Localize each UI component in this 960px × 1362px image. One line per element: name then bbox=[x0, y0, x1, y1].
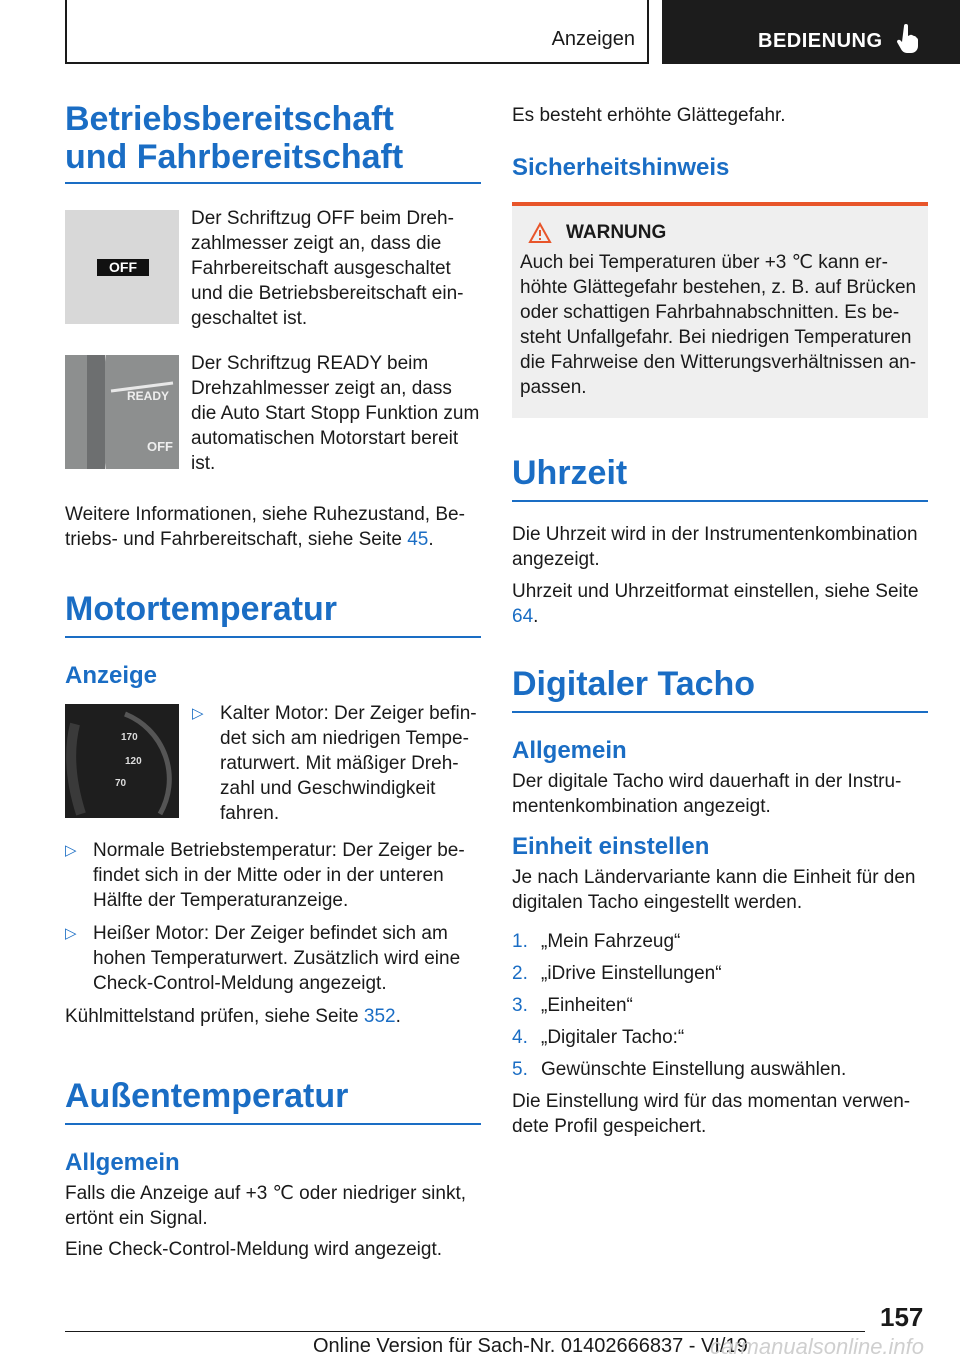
coolant-text: Kühlmittelstand prüfen, siehe Seite bbox=[65, 1006, 359, 1027]
gauge-label-70: 70 bbox=[115, 778, 127, 789]
page-link-352[interactable]: 352 bbox=[363, 1006, 396, 1027]
list-item bbox=[512, 1025, 928, 1050]
uhrzeit-text: Uhrzeit und Uhrzeitformat einstellen, siehe Seite bbox=[512, 581, 919, 602]
left-column bbox=[65, 100, 481, 1262]
subsection-title-sicherheitshinweis: Sicherheitshinweis bbox=[512, 154, 730, 181]
step-text: „Mein Fahrzeug“ bbox=[541, 931, 681, 952]
online-version-text: Online Version für Sach-Nr. 01402666837 - VI/19 bbox=[313, 1335, 748, 1357]
bullet-item bbox=[192, 701, 481, 826]
section-title-uhrzeit: Uhrzeit bbox=[512, 454, 628, 492]
aussen-paragraph-2: Eine Check-Control-Meldung wird angezeigt. bbox=[65, 1239, 443, 1260]
title-rule bbox=[65, 182, 481, 184]
bullet-item bbox=[65, 838, 481, 913]
tacho-paragraph: Der digitale Tacho wird dauerhaft in der Instru-mentenkombination angezeigt. bbox=[512, 771, 902, 817]
step-text: Gewünschte Einstellung auswählen. bbox=[541, 1059, 847, 1080]
bullet-text: Kalter Motor: Der Zeiger befin-det sich am niedrigen Tempe-raturwert. Mit mäßiger Dreh-zahl und Geschwindigkeit fahren. bbox=[220, 703, 477, 824]
section-title-betriebsbereitschaft: Betriebsbereitschaft und Fahrbereitschaft bbox=[65, 100, 404, 176]
more-info-paragraph: Weitere Informationen, siehe Ruhezustand, Be-triebs- und Fahrbereitschaft, siehe Seite 45. bbox=[65, 504, 465, 550]
bullet-item bbox=[65, 921, 481, 996]
right-column bbox=[512, 100, 928, 1139]
aussen-paragraph-1: Falls die Anzeige auf +3 ℃ oder niedriger sinkt, ertönt ein Signal. bbox=[65, 1183, 467, 1229]
ready-description: Der Schriftzug READY beim Drehzahlmesser zeigt an, dass die Auto Start Stopp Funktion zum automatischen Motorstart bereit ist. bbox=[191, 353, 480, 474]
subsection-title-allgemein: Allgemein bbox=[512, 737, 627, 764]
warning-box bbox=[512, 202, 928, 418]
footer-rule bbox=[65, 1331, 865, 1332]
step-number: 4. bbox=[512, 1027, 528, 1048]
page-link-64[interactable]: 64 bbox=[512, 606, 534, 627]
subsection-title-einheit: Einheit einstellen bbox=[512, 833, 710, 860]
einheit-paragraph: Je nach Ländervariante kann die Einheit für den digitalen Tacho eingestellt werden. bbox=[512, 867, 916, 913]
list-item bbox=[512, 1057, 928, 1082]
subsection-title-allgemein: Allgemein bbox=[65, 1149, 180, 1176]
ready-indicator: READY bbox=[127, 389, 170, 403]
step-text: „iDrive Einstellungen“ bbox=[541, 963, 722, 984]
header-chapter-tab bbox=[662, 0, 960, 64]
step-number: 1. bbox=[512, 931, 528, 952]
triangle-bullet-icon: ▷ bbox=[65, 842, 77, 859]
step-number: 2. bbox=[512, 963, 528, 984]
chapter-label: BEDIENUNG bbox=[758, 30, 883, 52]
list-item bbox=[512, 929, 928, 954]
steps-list bbox=[512, 929, 928, 1082]
bullet-text: Normale Betriebstemperatur: Der Zeiger be-findet sich in der Mitte oder in der unteren Hälfte der Temperaturanzeige. bbox=[93, 840, 465, 911]
title-rule bbox=[512, 500, 928, 502]
closing-paragraph: Die Einstellung wird für das momentan verwen-dete Profil gespeichert. bbox=[512, 1091, 911, 1137]
section-title-aussentemperatur: Außentemperatur bbox=[65, 1077, 349, 1115]
off-indicator: OFF bbox=[97, 259, 149, 276]
warning-title: WARNUNG bbox=[566, 222, 667, 243]
triangle-bullet-icon: ▷ bbox=[65, 925, 77, 942]
warning-text: Auch bei Temperaturen über +3 ℃ kann er-höhte Glättegefahr bestehen, z. B. auf Brücken oder schattigen Fahrbahnabschnitten. Es be-steht Unfallgefahr. Bei niedrigen Temperaturen die Fahrweise den Witterungsverhältnissen an-passen. bbox=[520, 252, 917, 398]
uhrzeit-paragraph-2: Uhrzeit und Uhrzeitformat einstellen, siehe Seite 64. bbox=[512, 581, 919, 627]
step-text: „Einheiten“ bbox=[541, 995, 633, 1016]
warning-header bbox=[520, 222, 920, 244]
step-number: 3. bbox=[512, 995, 528, 1016]
more-info-text: Weitere Informationen, siehe Ruhezustand, Be-triebs- und Fahrbereitschaft, siehe Seite bbox=[65, 504, 465, 550]
section-title-digitaler-tacho: Digitaler Tacho bbox=[512, 665, 756, 703]
header-section-title: Anzeigen bbox=[551, 28, 635, 50]
page-number: 157 bbox=[880, 1302, 924, 1332]
off-description: Der Schriftzug OFF beim Dreh-zahlmesser zeigt an, dass die Fahrbereitschaft ausgeschaltet und die Betriebsbereitschaft ein-geschaltet ist. bbox=[191, 208, 464, 329]
title-rule bbox=[65, 1123, 481, 1125]
hand-pointer-icon bbox=[896, 24, 920, 54]
gauge-label-120: 120 bbox=[125, 756, 142, 767]
title-rule bbox=[512, 711, 928, 713]
gauge-label-170: 170 bbox=[121, 732, 138, 743]
ready-off-indicator: OFF bbox=[147, 439, 173, 454]
title-rule bbox=[65, 636, 481, 638]
temperature-gauge-image bbox=[65, 704, 179, 818]
temperature-gauge-graphic bbox=[65, 704, 179, 818]
watermark: carmanualsonline.info bbox=[710, 1334, 925, 1359]
step-text: „Digitaler Tacho:“ bbox=[541, 1027, 685, 1048]
triangle-bullet-icon: ▷ bbox=[192, 705, 204, 722]
list-item bbox=[512, 993, 928, 1018]
uhrzeit-paragraph-1: Die Uhrzeit wird in der Instrumentenkombination angezeigt. bbox=[512, 524, 918, 570]
page-link-45[interactable]: 45 bbox=[407, 529, 429, 550]
off-display-image bbox=[65, 210, 179, 324]
step-number: 5. bbox=[512, 1059, 528, 1080]
ready-display-image bbox=[65, 355, 179, 469]
subsection-title-anzeige: Anzeige bbox=[65, 662, 158, 689]
warning-triangle-icon bbox=[528, 222, 552, 244]
section-title-motortemperatur: Motortemperatur bbox=[65, 590, 338, 628]
glaette-paragraph: Es besteht erhöhte Glättegefahr. bbox=[512, 105, 786, 126]
bullet-text: Heißer Motor: Der Zeiger befindet sich am hohen Temperaturwert. Zusätzlich wird eine Check-Control-Meldung angezeigt. bbox=[93, 923, 461, 994]
coolant-paragraph: Kühlmittelstand prüfen, siehe Seite 352. bbox=[65, 1006, 401, 1027]
list-item bbox=[512, 961, 928, 986]
